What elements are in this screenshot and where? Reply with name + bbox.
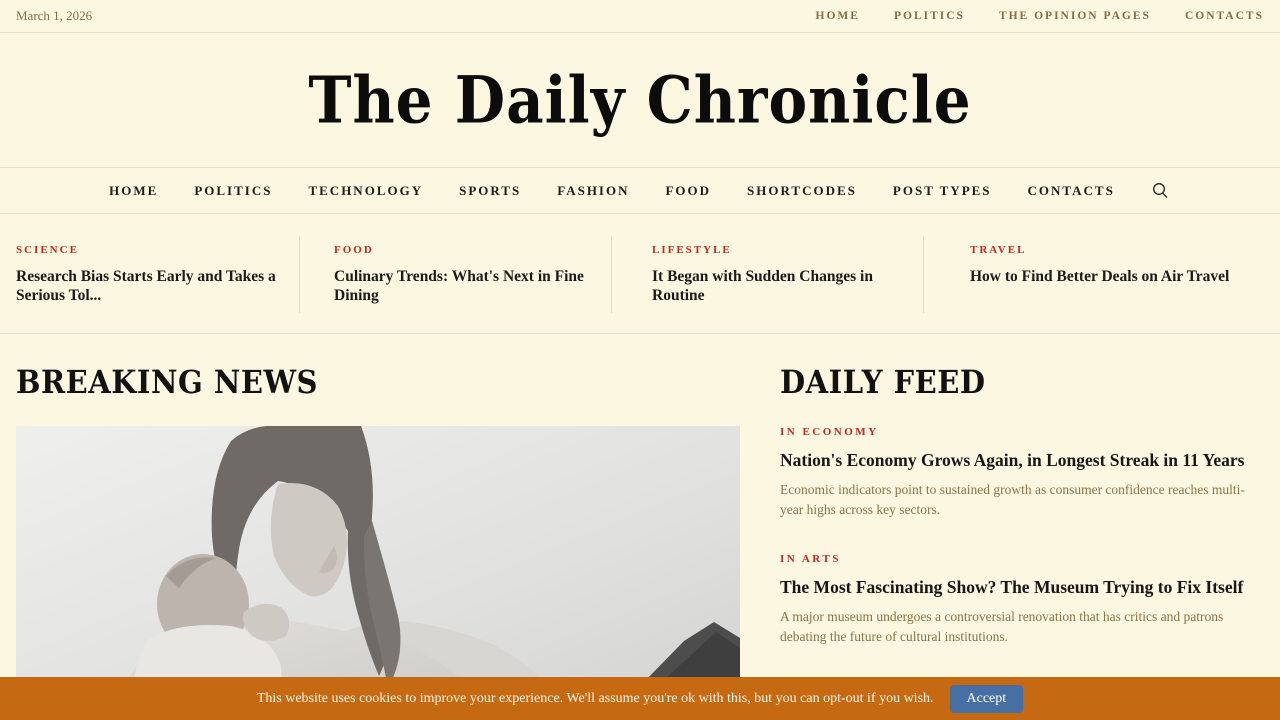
feed-excerpt: A major museum undergoes a controversial renovation that has critics and patrons debating the future of cultural institutions.: [780, 609, 1224, 644]
nav-item-politics[interactable]: POLITICS: [194, 182, 273, 198]
ticker-item-travel: [952, 244, 1264, 305]
nav-item-post-types[interactable]: POST TYPES: [892, 182, 992, 198]
ticker-headline[interactable]: Culinary Trends: What's Next in Fine Dining: [334, 268, 584, 304]
breaking-news-image[interactable]: [16, 426, 740, 720]
feed-item-economy: [780, 426, 1264, 520]
feed-headline[interactable]: The Most Fascinating Show? The Museum Trying to Fix Itself: [780, 577, 1244, 597]
topnav-item-politics[interactable]: POLITICS: [893, 10, 965, 22]
ticker-item-lifestyle: [640, 244, 952, 305]
daily-feed-heading: DAILY FEED: [780, 364, 986, 401]
category-link-lifestyle[interactable]: LIFESTYLE: [652, 244, 732, 256]
topnav-item-contacts[interactable]: CONTACTS: [1184, 10, 1264, 22]
breaking-news-heading: BREAKING NEWS: [16, 364, 318, 401]
search-icon: [1152, 182, 1169, 199]
main-content: [0, 334, 1280, 720]
topnav-item-opinion[interactable]: THE OPINION PAGES: [998, 10, 1151, 22]
nav-item-food[interactable]: FOOD: [665, 182, 712, 198]
primary-nav: [0, 167, 1280, 214]
cookie-notice-bar: [0, 677, 1280, 720]
site-logo[interactable]: The Daily Chronicle: [308, 61, 972, 139]
ticker-headline[interactable]: It Began with Sudden Changes in Routine: [652, 268, 873, 304]
topnav-item-home[interactable]: HOME: [815, 10, 860, 22]
latest-news-strip: [0, 214, 1280, 334]
search-button[interactable]: [1151, 181, 1171, 201]
feed-item-arts: [780, 553, 1264, 647]
nav-item-home[interactable]: HOME: [109, 182, 159, 198]
nav-item-fashion[interactable]: FASHION: [557, 182, 630, 198]
current-date: March 1, 2026: [16, 8, 93, 23]
category-link-science[interactable]: SCIENCE: [16, 244, 79, 256]
nav-item-contacts[interactable]: CONTACTS: [1027, 182, 1115, 198]
top-bar: [0, 0, 1280, 33]
ticker-headline[interactable]: How to Find Better Deals on Air Travel: [970, 268, 1230, 285]
feed-excerpt: Economic indicators point to sustained growth as consumer confidence reaches multi-year highs across key sectors.: [780, 482, 1245, 517]
breaking-news-section: [16, 364, 740, 720]
ticker-headline[interactable]: Research Bias Starts Early and Takes a Serious Tol...: [16, 268, 276, 304]
category-link-travel[interactable]: TRAVEL: [970, 244, 1027, 256]
secondary-nav: [816, 10, 1264, 22]
category-link-economy[interactable]: IN ECONOMY: [780, 426, 879, 438]
ticker-item-food: [328, 244, 640, 305]
masthead: [0, 33, 1280, 167]
nav-item-sports[interactable]: SPORTS: [459, 182, 522, 198]
category-link-food[interactable]: FOOD: [334, 244, 374, 256]
nav-item-technology[interactable]: TECHNOLOGY: [308, 182, 424, 198]
feed-headline[interactable]: Nation's Economy Grows Again, in Longest Streak in 11 Years: [780, 450, 1245, 470]
category-link-arts[interactable]: IN ARTS: [780, 553, 841, 565]
accept-cookies-button[interactable]: Accept: [950, 685, 1024, 713]
ticker-item-science: [16, 244, 328, 305]
cookie-message: This website uses cookies to improve your experience. We'll assume you're ok with this, but you can opt-out if you wish.: [256, 690, 934, 706]
daily-feed-section: [780, 364, 1264, 720]
nav-item-shortcodes[interactable]: SHORTCODES: [747, 182, 857, 198]
